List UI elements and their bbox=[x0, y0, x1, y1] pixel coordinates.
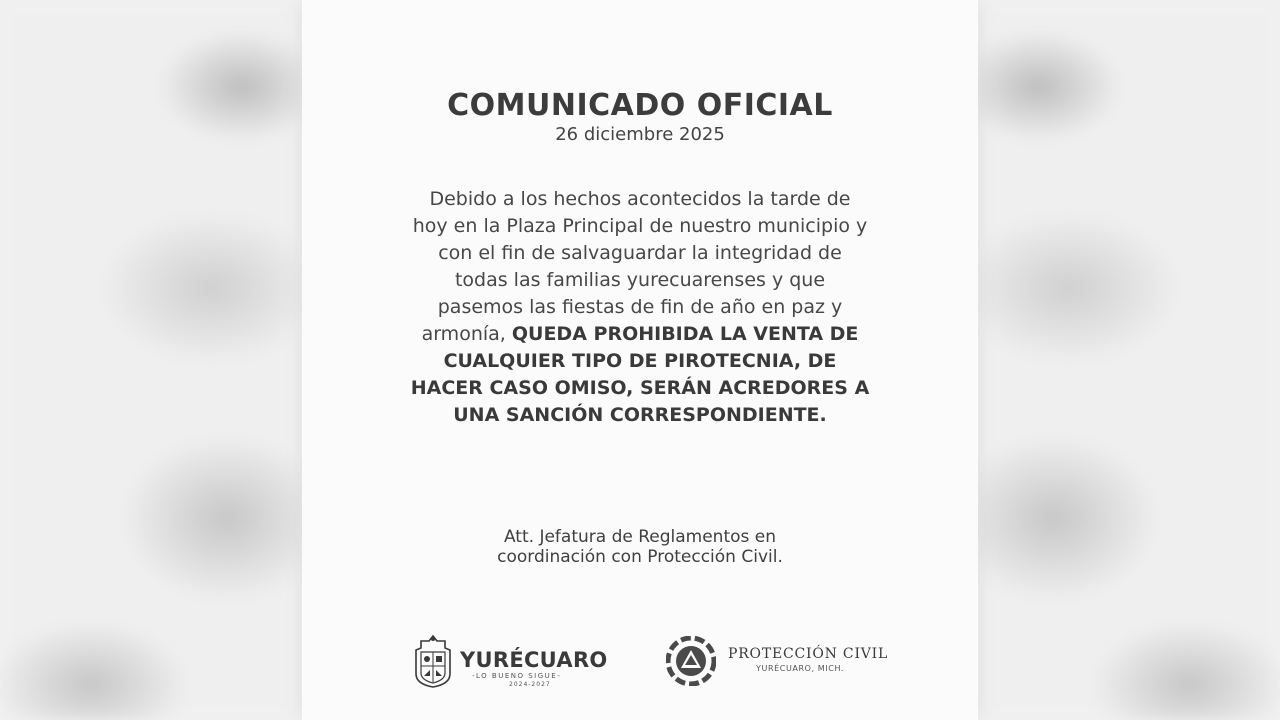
notice-body-regular: Debido a los hechos acontecidos la tarde de hoy en la Plaza Principal de nuestro municipio y con el fin de salvaguardar la integridad de todas las familias yurecuarenses y que pasemos las fiestas de fin de año en paz y armonía, bbox=[412, 188, 868, 345]
blurred-background-right bbox=[978, 0, 1280, 720]
signature-line-1: Att. Jefatura de Reglamentos en bbox=[503, 527, 777, 547]
notice-body-emphasis: QUEDA PROHIBIDA LA VENTA DE CUALQUIER TIPO DE PIROTECNIA, DE HACER CASO OMISO, SERÁN ACREDORES A UNA SANCIÓN CORRESPONDIENTE. bbox=[410, 323, 870, 426]
civil-protection-subtitle: YURÉCUARO, MICH. bbox=[756, 664, 845, 673]
civil-protection-logo bbox=[666, 634, 889, 690]
municipality-name: YURÉCUARO bbox=[460, 648, 608, 672]
signature-line-2: coordinación con Protección Civil. bbox=[497, 547, 783, 567]
notice-signature bbox=[302, 527, 978, 567]
crest-icon bbox=[414, 634, 452, 688]
civil-protection-name: PROTECCIÓN CIVIL bbox=[728, 646, 889, 662]
official-notice-card bbox=[302, 0, 978, 720]
notice-title: COMUNICADO OFICIAL bbox=[447, 88, 833, 123]
notice-date: 26 diciembre 2025 bbox=[555, 124, 725, 145]
notice-body bbox=[410, 186, 870, 429]
footer-logos bbox=[302, 630, 978, 690]
municipality-tagline: -LO BUENO SIGUE- bbox=[472, 672, 562, 680]
civil-protection-emblem-icon bbox=[666, 636, 716, 686]
municipality-years: 2024-2027 bbox=[509, 681, 551, 688]
municipality-logo bbox=[414, 634, 608, 690]
blurred-background-left bbox=[0, 0, 302, 720]
